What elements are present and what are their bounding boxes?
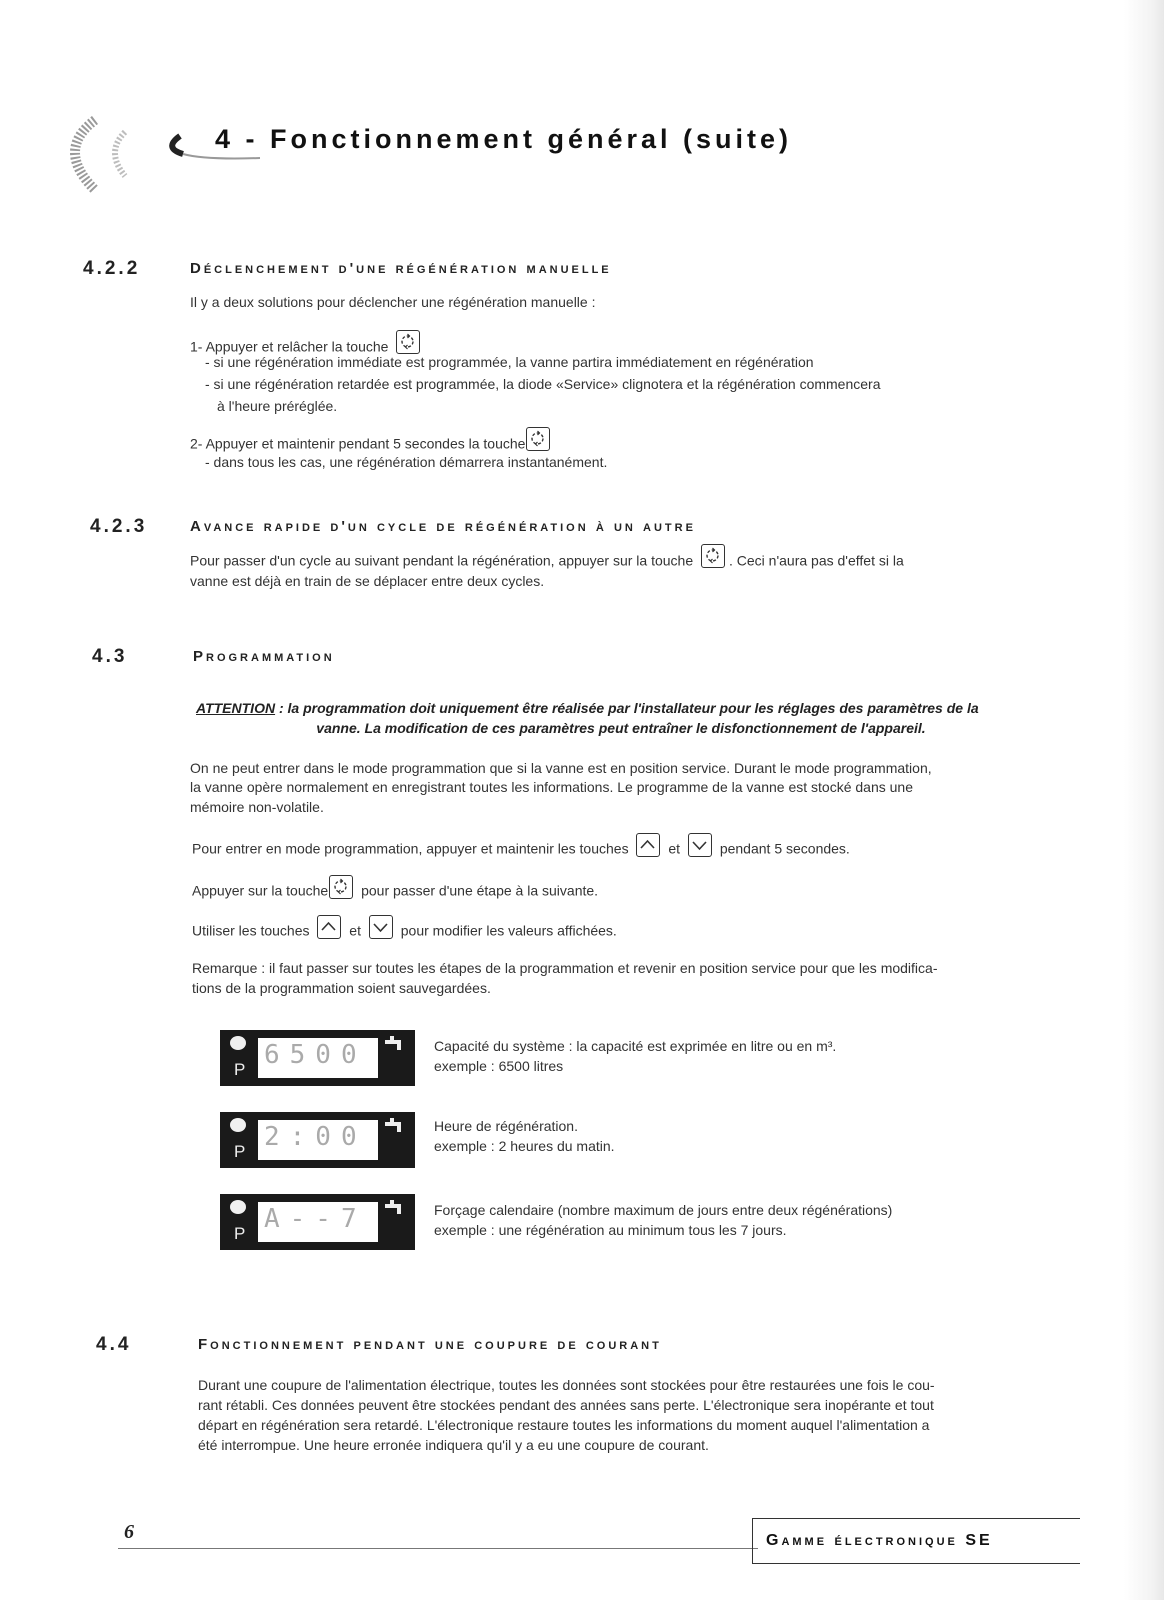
- lcd-display: [220, 1194, 415, 1250]
- regen-key-icon: [396, 330, 420, 354]
- section-number: 4.2.2: [83, 258, 141, 279]
- warning-text: : la programmation doit uniquement être réalisée par l'installateur pour les réglages des paramètres de la: [275, 700, 979, 716]
- regen-key-icon: [329, 875, 353, 899]
- paragraph-line: été interrompue. Une heure erronée indiquera qu'il y a eu une coupure de courant.: [198, 1437, 709, 1453]
- display-example: exemple : une régénération au minimum tous les 7 jours.: [434, 1222, 787, 1238]
- down-arrow-key-icon: [688, 833, 712, 857]
- instruction-text: pendant 5 secondes.: [719, 840, 850, 857]
- lcd-digits: 6500: [264, 1040, 367, 1070]
- instruction-text: Pour entrer en mode programmation, appuyer et maintenir les touches: [192, 840, 629, 857]
- lcd-digits: 2:00: [264, 1122, 367, 1152]
- paragraph-line: rant rétabli. Ces données peuvent être stockées pendant des années sans perte. L'électronique sera inopérante et tout: [198, 1397, 934, 1413]
- instruction-text: et: [349, 922, 361, 939]
- section-title: Fonctionnement pendant une coupure de courant: [198, 1336, 662, 1353]
- paragraph-line: On ne peut entrer dans le mode programmation que si la vanne est en position service. Durant le mode programmation,: [190, 760, 932, 776]
- warning-note: [196, 698, 1046, 738]
- warning-label: ATTENTION: [196, 700, 276, 716]
- paragraph-text: . Ceci n'aura pas d'effet si la: [729, 552, 904, 569]
- faucet-icon: [385, 1036, 407, 1050]
- paragraph-line: la vanne opère normalement en enregistrant toutes les informations. Le programme de la vanne est stocké dans une: [190, 779, 913, 795]
- paragraph-line: départ en régénération sera retardé. L'électronique restaure toutes les informations du moment auquel l'alimentation a: [198, 1417, 930, 1433]
- lcd-display: [220, 1112, 415, 1168]
- section-number: 4.2.3: [90, 516, 148, 537]
- display-description: Forçage calendaire (nombre maximum de jours entre deux régénérations): [434, 1202, 893, 1218]
- display-example: exemple : 2 heures du matin.: [434, 1138, 615, 1154]
- option-text: 2- Appuyer et maintenir pendant 5 secondes la touche: [190, 435, 526, 452]
- display-description: Heure de régénération.: [434, 1118, 578, 1134]
- section-title: Déclenchement d'une régénération manuelle: [190, 260, 612, 277]
- page-edge-shadow: [1124, 0, 1164, 1600]
- remark-line: Remarque : il faut passer sur toutes les étapes de la programmation et revenir en position service pour que les modifica-: [192, 960, 938, 976]
- section-number: 4.4: [96, 1334, 132, 1355]
- faucet-icon: [385, 1118, 407, 1132]
- display-example: exemple : 6500 litres: [434, 1058, 564, 1074]
- regen-key-icon: [526, 427, 550, 451]
- lcd-digits: A--7: [264, 1204, 367, 1234]
- status-led: [230, 1118, 246, 1132]
- instruction-text: Utiliser les touches: [192, 922, 310, 939]
- faucet-icon: [385, 1200, 407, 1214]
- instruction-text: pour modifier les valeurs affichées.: [400, 922, 617, 939]
- paragraph: Il y a deux solutions pour déclencher une régénération manuelle :: [190, 294, 596, 310]
- option-detail: - si une régénération immédiate est programmée, la vanne partira immédiatement en régénération: [205, 354, 814, 370]
- paragraph-line: mémoire non-volatile.: [190, 799, 324, 815]
- display-description: Capacité du système : la capacité est exprimée en litre ou en m³.: [434, 1038, 837, 1054]
- page-number: 6: [124, 1521, 134, 1543]
- up-arrow-key-icon: [317, 915, 341, 939]
- footer-rule: [118, 1548, 758, 1549]
- status-led: [230, 1036, 246, 1050]
- remark-line: tions de la programmation soient sauvegardées.: [192, 980, 491, 996]
- program-indicator: P: [234, 1060, 246, 1079]
- option-detail: - dans tous les cas, une régénération démarrera instantanément.: [205, 454, 608, 470]
- warning-text: vanne. La modification de ces paramètres peut entraîner le disfonctionnement de l'appareil.: [316, 720, 926, 736]
- section-title: Avance rapide d'un cycle de régénération à un autre: [190, 518, 696, 535]
- down-arrow-key-icon: [369, 915, 393, 939]
- instruction-text: Appuyer sur la touche: [192, 882, 329, 899]
- option-detail: à l'heure préréglée.: [217, 398, 338, 414]
- section-number: 4.3: [92, 646, 128, 667]
- option-detail: - si une régénération retardée est programmée, la diode «Service» clignotera et la régénération commencera: [205, 376, 881, 392]
- up-arrow-key-icon: [636, 833, 660, 857]
- program-indicator: P: [234, 1142, 246, 1161]
- page-title: 4 - Fonctionnement général (suite): [215, 124, 793, 154]
- paragraph-line: vanne est déjà en train de se déplacer entre deux cycles.: [190, 573, 545, 589]
- paragraph-text: Pour passer d'un cycle au suivant pendant la régénération, appuyer sur la touche: [190, 552, 694, 569]
- instruction-text: pour passer d'une étape à la suivante.: [361, 882, 599, 899]
- instruction-line: [192, 880, 598, 904]
- status-led: [230, 1200, 246, 1214]
- option-text: 1- Appuyer et relâcher la touche: [190, 338, 389, 355]
- instruction-text: et: [668, 840, 681, 857]
- instruction-line: [192, 838, 850, 862]
- program-indicator: P: [234, 1224, 246, 1243]
- instruction-line: [192, 920, 617, 944]
- lcd-display: [220, 1030, 415, 1086]
- section-title: Programmation: [193, 648, 335, 665]
- footer-series-title: Gamme électronique SE: [766, 1532, 993, 1549]
- paragraph-line: Durant une coupure de l'alimentation électrique, toutes les données sont stockées pour être restaurées une fois le cou-: [198, 1377, 935, 1393]
- regen-key-icon: [701, 544, 725, 568]
